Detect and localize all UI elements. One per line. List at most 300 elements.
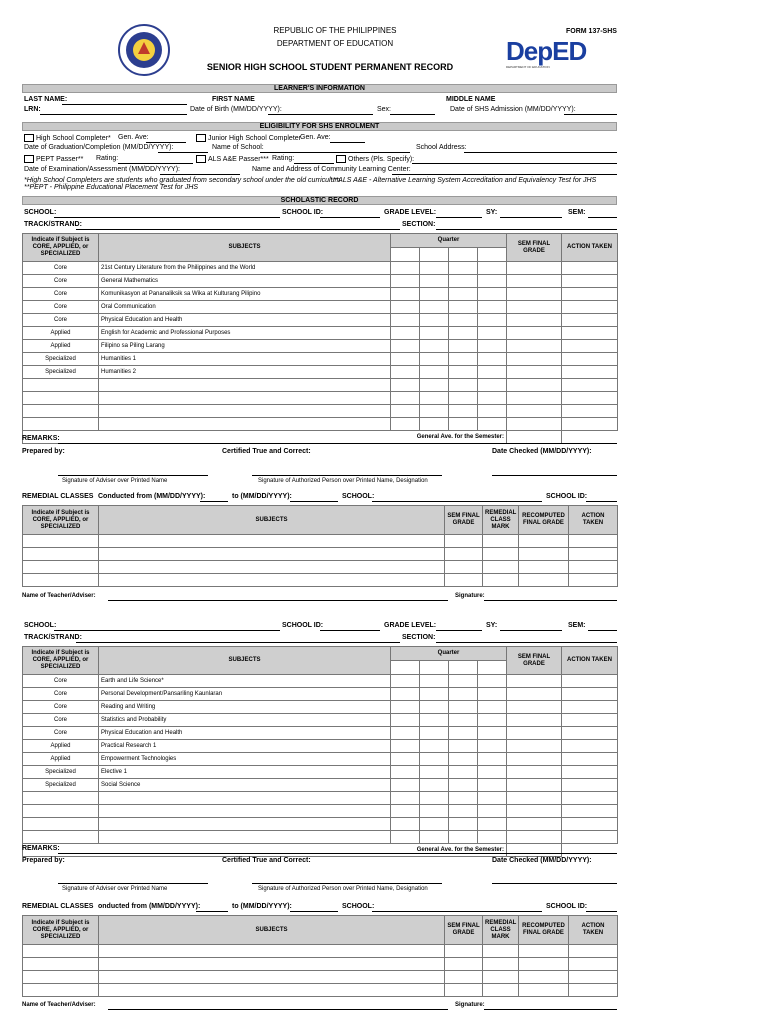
subject-type-cell xyxy=(23,805,99,818)
quarter-grade-cell[interactable] xyxy=(420,753,449,766)
quarter-grade-cell[interactable] xyxy=(391,340,420,353)
table-row xyxy=(23,379,618,392)
authorized-signature-line[interactable] xyxy=(252,883,442,884)
sem-final-cell[interactable] xyxy=(507,818,562,831)
quarter-grade-cell[interactable] xyxy=(391,753,420,766)
quarter-grade-cell[interactable] xyxy=(420,818,449,831)
quarter-grade-cell[interactable] xyxy=(420,379,449,392)
remedial-cell[interactable] xyxy=(519,945,569,958)
remedial-cell[interactable] xyxy=(445,535,483,548)
quarter-grade-cell[interactable] xyxy=(478,831,507,844)
table-row xyxy=(23,779,618,792)
to-label: to (MM/DD/YYYY): xyxy=(232,903,292,910)
remedial-cell[interactable] xyxy=(99,984,445,997)
remedial-cell[interactable] xyxy=(99,958,445,971)
date-checked-line[interactable] xyxy=(492,883,617,884)
quarter-grade-cell[interactable] xyxy=(420,792,449,805)
remedial-cell[interactable] xyxy=(483,971,519,984)
subject-name-cell: Statistics and Probability xyxy=(99,714,391,727)
gen-ave-field-1[interactable] xyxy=(146,142,186,143)
school-id-label: SCHOOL ID: xyxy=(282,622,324,629)
sex-field[interactable] xyxy=(390,114,435,115)
subject-name-cell xyxy=(99,831,391,844)
remedial-cell[interactable] xyxy=(23,958,99,971)
remedial-cell[interactable] xyxy=(483,984,519,997)
sem-final-cell[interactable] xyxy=(507,405,562,418)
quarter-grade-cell[interactable] xyxy=(478,392,507,405)
gen-ave-cell[interactable] xyxy=(507,844,562,857)
remedial-cell[interactable] xyxy=(99,945,445,958)
dob-field[interactable] xyxy=(268,114,373,115)
lrn-field[interactable] xyxy=(40,114,187,115)
school-id-field[interactable] xyxy=(320,630,380,631)
grad-date-field[interactable] xyxy=(158,152,208,153)
action-cell[interactable] xyxy=(562,727,618,740)
quarter-grade-cell[interactable] xyxy=(478,301,507,314)
quarter-grade-cell[interactable] xyxy=(420,366,449,379)
conducted-to-field[interactable] xyxy=(290,501,338,502)
quarter-grade-cell[interactable] xyxy=(391,792,420,805)
action-cell[interactable] xyxy=(562,405,618,418)
quarter-grade-cell[interactable] xyxy=(391,275,420,288)
quarter-grade-cell[interactable] xyxy=(420,275,449,288)
subject-name-cell: Physical Education and Health xyxy=(99,314,391,327)
remarks-field[interactable] xyxy=(58,443,617,444)
quarter-grade-cell[interactable] xyxy=(420,740,449,753)
quarter-grade-cell[interactable] xyxy=(391,314,420,327)
quarter-grade-cell[interactable] xyxy=(420,714,449,727)
remedial-cell[interactable] xyxy=(23,548,99,561)
remedial-cell[interactable] xyxy=(569,958,618,971)
action-cell[interactable] xyxy=(562,688,618,701)
remedial-cell[interactable] xyxy=(23,971,99,984)
quarter-grade-cell[interactable] xyxy=(391,353,420,366)
sem-final-cell[interactable] xyxy=(507,314,562,327)
quarter-grade-cell[interactable] xyxy=(478,288,507,301)
remedial-cell[interactable] xyxy=(519,561,569,574)
sem-final-cell[interactable] xyxy=(507,340,562,353)
action-cell[interactable] xyxy=(562,418,618,431)
quarter-grade-cell[interactable] xyxy=(449,301,478,314)
remedial-cell[interactable] xyxy=(519,971,569,984)
sem-final-cell[interactable] xyxy=(507,392,562,405)
action-cell[interactable] xyxy=(562,805,618,818)
action-cell[interactable] xyxy=(562,301,618,314)
als-checkbox[interactable]: ALS A&E Passer*** xyxy=(196,155,269,163)
quarter-grade-cell[interactable] xyxy=(420,766,449,779)
quarter-grade-cell[interactable] xyxy=(420,805,449,818)
remedial-cell[interactable] xyxy=(483,535,519,548)
action-cell[interactable] xyxy=(562,753,618,766)
action-cell[interactable] xyxy=(562,675,618,688)
quarter-grade-cell[interactable] xyxy=(449,288,478,301)
quarter-grade-cell[interactable] xyxy=(478,753,507,766)
quarter-grade-cell[interactable] xyxy=(478,275,507,288)
action-cell[interactable] xyxy=(562,288,618,301)
sem-final-cell[interactable] xyxy=(507,675,562,688)
remedial-cell[interactable] xyxy=(519,958,569,971)
remedial-cell[interactable] xyxy=(23,984,99,997)
remedial-cell[interactable] xyxy=(569,984,618,997)
quarter-grade-cell[interactable] xyxy=(449,262,478,275)
action-cell[interactable] xyxy=(562,262,618,275)
gen-ave-cell[interactable] xyxy=(507,431,562,444)
remedial-cell[interactable] xyxy=(99,535,445,548)
quarter-grade-cell[interactable] xyxy=(478,727,507,740)
learner-info-bar: LEARNER'S INFORMATION xyxy=(22,84,617,93)
quarter-grade-cell[interactable] xyxy=(449,405,478,418)
subject-type-cell: Applied xyxy=(23,340,99,353)
signature-field[interactable] xyxy=(484,600,617,601)
quarter-grade-cell[interactable] xyxy=(478,792,507,805)
quarter-grade-cell[interactable] xyxy=(449,831,478,844)
quarter-grade-cell[interactable] xyxy=(449,818,478,831)
action-cell[interactable] xyxy=(562,314,618,327)
quarter-grade-cell[interactable] xyxy=(391,688,420,701)
quarter-grade-cell[interactable] xyxy=(449,675,478,688)
action-cell[interactable] xyxy=(562,327,618,340)
rating-field-1[interactable] xyxy=(118,163,193,164)
section-field[interactable] xyxy=(436,229,617,230)
remedial-cell[interactable] xyxy=(519,574,569,587)
school-address-field[interactable] xyxy=(464,152,617,153)
quarter-grade-cell[interactable] xyxy=(391,805,420,818)
scholastic-record-bar: SCHOLASTIC RECORD xyxy=(22,196,617,205)
quarter-grade-cell[interactable] xyxy=(391,675,420,688)
form-code: FORM 137-SHS xyxy=(566,28,617,35)
quarter-grade-cell[interactable] xyxy=(478,418,507,431)
sem-final-header: SEM FINAL GRADE xyxy=(507,234,562,262)
subject-type-cell: Core xyxy=(23,288,99,301)
sem-final-cell[interactable] xyxy=(507,353,562,366)
sem-final-cell[interactable] xyxy=(507,275,562,288)
quarter-grade-cell[interactable] xyxy=(449,418,478,431)
remedial-cell[interactable] xyxy=(569,574,618,587)
remedial-cell[interactable] xyxy=(519,548,569,561)
quarter-grade-cell[interactable] xyxy=(449,805,478,818)
subject-name-cell xyxy=(99,379,391,392)
quarter-grade-cell[interactable] xyxy=(391,405,420,418)
quarter-grade-cell[interactable] xyxy=(478,779,507,792)
quarter-grade-cell[interactable] xyxy=(420,779,449,792)
quarter-grade-cell[interactable] xyxy=(391,288,420,301)
action-cell[interactable] xyxy=(562,818,618,831)
quarter-grade-cell[interactable] xyxy=(391,779,420,792)
sem-final-cell[interactable] xyxy=(507,740,562,753)
teacher-field[interactable] xyxy=(108,1009,448,1010)
quarter-grade-cell[interactable] xyxy=(391,262,420,275)
table-row xyxy=(23,275,618,288)
sem-final-cell[interactable] xyxy=(507,262,562,275)
table-row xyxy=(23,831,618,844)
action-cell[interactable] xyxy=(562,766,618,779)
sem-final-cell[interactable] xyxy=(507,288,562,301)
quarter-grade-cell[interactable] xyxy=(391,727,420,740)
quarter-grade-cell[interactable] xyxy=(420,314,449,327)
quarter-grade-cell[interactable] xyxy=(420,405,449,418)
adviser-signature-line[interactable] xyxy=(58,883,208,884)
quarter-grade-cell[interactable] xyxy=(391,831,420,844)
quarter-grade-cell[interactable] xyxy=(449,792,478,805)
quarter-grade-cell[interactable] xyxy=(420,831,449,844)
quarter-grade-cell[interactable] xyxy=(391,327,420,340)
remedial-cell[interactable] xyxy=(569,561,618,574)
remedial-label: REMEDIAL CLASSES xyxy=(22,903,94,910)
quarter-grade-cell[interactable] xyxy=(449,766,478,779)
sem-final-cell[interactable] xyxy=(507,792,562,805)
quarter-grade-cell[interactable] xyxy=(420,727,449,740)
track-field[interactable] xyxy=(76,642,400,643)
sem-final-cell[interactable] xyxy=(507,379,562,392)
quarter-grade-cell[interactable] xyxy=(449,275,478,288)
quarter-grade-cell[interactable] xyxy=(478,327,507,340)
authorized-signature-line[interactable] xyxy=(252,475,442,476)
action-cell[interactable] xyxy=(562,392,618,405)
track-field[interactable] xyxy=(76,229,400,230)
quarter-grade-cell[interactable] xyxy=(478,714,507,727)
remedial-cell[interactable] xyxy=(445,945,483,958)
quarter-grade-cell[interactable] xyxy=(449,314,478,327)
last-name-field[interactable] xyxy=(62,104,187,105)
sem-final-cell[interactable] xyxy=(507,418,562,431)
subject-name-cell: Humanities 2 xyxy=(99,366,391,379)
quarter-grade-cell[interactable] xyxy=(391,740,420,753)
remedial-cell[interactable] xyxy=(445,971,483,984)
sy-field[interactable] xyxy=(500,630,562,631)
quarter-grade-cell[interactable] xyxy=(420,418,449,431)
remedial-cell[interactable] xyxy=(569,548,618,561)
sem-field[interactable] xyxy=(588,217,617,218)
remedial-cell[interactable] xyxy=(483,561,519,574)
remedial-cell[interactable] xyxy=(483,945,519,958)
remedial-row xyxy=(23,561,618,574)
grade-level-field[interactable] xyxy=(436,630,482,631)
quarter-grade-cell[interactable] xyxy=(391,818,420,831)
table-row xyxy=(23,353,618,366)
rating-field-2[interactable] xyxy=(294,163,334,164)
quarter-grade-cell[interactable] xyxy=(420,688,449,701)
remedial-label: REMEDIAL CLASSES xyxy=(22,493,94,500)
adviser-signature-caption: Signature of Adviser over Printed Name xyxy=(62,478,168,484)
remedial-action-header: ACTION TAKEN xyxy=(569,916,618,945)
quarter-grade-cell[interactable] xyxy=(449,714,478,727)
sem-final-cell[interactable] xyxy=(507,727,562,740)
quarter-grade-cell[interactable] xyxy=(449,327,478,340)
action-cell[interactable] xyxy=(562,353,618,366)
quarter-grade-cell[interactable] xyxy=(420,288,449,301)
admission-field[interactable] xyxy=(564,114,617,115)
pept-checkbox[interactable]: PEPT Passer** xyxy=(24,155,83,163)
quarter-grade-cell[interactable] xyxy=(478,766,507,779)
quarter-grade-cell[interactable] xyxy=(478,353,507,366)
quarter-grade-cell[interactable] xyxy=(420,392,449,405)
quarter-grade-cell[interactable] xyxy=(420,327,449,340)
action-cell[interactable] xyxy=(562,701,618,714)
quarter-grade-cell[interactable] xyxy=(478,314,507,327)
remedial-cell[interactable] xyxy=(483,574,519,587)
quarter-grade-cell[interactable] xyxy=(449,701,478,714)
action-cell[interactable] xyxy=(562,366,618,379)
remedial-cell[interactable] xyxy=(99,574,445,587)
others-field[interactable] xyxy=(412,163,617,164)
school-id-field[interactable] xyxy=(320,217,380,218)
signature-field[interactable] xyxy=(484,1009,617,1010)
remedial-cell[interactable] xyxy=(569,535,618,548)
remedial-cell[interactable] xyxy=(569,945,618,958)
remarks-field[interactable] xyxy=(58,853,617,854)
jhs-completer-checkbox[interactable]: Junior High School Completer xyxy=(196,134,301,142)
checkbox-icon[interactable] xyxy=(24,134,34,142)
sem-final-cell[interactable] xyxy=(507,688,562,701)
sem-final-cell[interactable] xyxy=(507,753,562,766)
remedial-cell[interactable] xyxy=(519,535,569,548)
quarter-grade-cell[interactable] xyxy=(478,675,507,688)
school-name-field[interactable] xyxy=(260,152,410,153)
school-field[interactable] xyxy=(54,630,280,631)
quarter-grade-cell[interactable] xyxy=(391,392,420,405)
school-name-label: Name of School: xyxy=(212,144,264,151)
exam-date-field[interactable] xyxy=(160,174,240,175)
quarter-grade-cell[interactable] xyxy=(478,740,507,753)
quarter-grade-cell[interactable] xyxy=(478,340,507,353)
quarter-grade-cell[interactable] xyxy=(478,379,507,392)
sem2-grades-table xyxy=(22,646,618,857)
quarter-grade-cell[interactable] xyxy=(478,805,507,818)
sem-final-cell[interactable] xyxy=(507,701,562,714)
quarter-grade-cell[interactable] xyxy=(449,688,478,701)
conducted-label: onducted from (MM/DD/YYYY): xyxy=(98,903,201,910)
quarter-grade-cell[interactable] xyxy=(478,818,507,831)
action-cell[interactable] xyxy=(562,275,618,288)
quarter-grade-cell[interactable] xyxy=(449,740,478,753)
school-field[interactable] xyxy=(54,217,280,218)
quarter-grade-cell[interactable] xyxy=(391,379,420,392)
grade-level-field[interactable] xyxy=(436,217,482,218)
quarter-grade-cell[interactable] xyxy=(391,701,420,714)
remedial-school-id-field[interactable] xyxy=(586,501,617,502)
remedial-cell[interactable] xyxy=(519,984,569,997)
teacher-field[interactable] xyxy=(108,600,448,601)
quarter-grade-cell[interactable] xyxy=(391,714,420,727)
quarter-grade-cell[interactable] xyxy=(420,353,449,366)
remedial-cell[interactable] xyxy=(23,535,99,548)
quarter-grade-cell[interactable] xyxy=(420,675,449,688)
sem-final-cell[interactable] xyxy=(507,366,562,379)
hs-completer-checkbox[interactable]: High School Completer* xyxy=(24,134,111,142)
quarter-grade-cell[interactable] xyxy=(449,392,478,405)
action-cell[interactable] xyxy=(562,740,618,753)
quarter-grade-cell[interactable] xyxy=(391,766,420,779)
adviser-signature-line[interactable] xyxy=(58,475,208,476)
quarter-grade-cell[interactable] xyxy=(449,779,478,792)
checkbox-icon[interactable] xyxy=(24,155,34,163)
remedial-cell[interactable] xyxy=(445,561,483,574)
quarter-grade-cell[interactable] xyxy=(449,727,478,740)
sy-field[interactable] xyxy=(500,217,562,218)
remedial-cell[interactable] xyxy=(99,971,445,984)
clc-field[interactable] xyxy=(392,174,617,175)
subject-type-cell: Applied xyxy=(23,753,99,766)
quarter-grade-cell[interactable] xyxy=(391,301,420,314)
action-cell[interactable] xyxy=(562,792,618,805)
remedial-cell[interactable] xyxy=(23,574,99,587)
remedial-school-field[interactable] xyxy=(372,911,542,912)
others-checkbox[interactable]: Others (Pls. Specify): xyxy=(336,155,414,163)
remedial-cell[interactable] xyxy=(23,945,99,958)
quarter-header: Quarter xyxy=(391,647,507,661)
remedial-cell[interactable] xyxy=(99,548,445,561)
sem-final-cell[interactable] xyxy=(507,779,562,792)
subject-name-cell xyxy=(99,818,391,831)
gen-ave-label: General Ave. for the Semester: xyxy=(23,844,507,857)
checkbox-icon[interactable] xyxy=(196,134,206,142)
action-cell[interactable] xyxy=(562,831,618,844)
checkbox-icon[interactable] xyxy=(336,155,346,163)
quarter-grade-cell[interactable] xyxy=(391,366,420,379)
action-cell[interactable] xyxy=(562,779,618,792)
remedial-cell[interactable] xyxy=(445,958,483,971)
quarter-grade-cell[interactable] xyxy=(420,262,449,275)
checkbox-icon[interactable] xyxy=(196,155,206,163)
quarter-grade-cell[interactable] xyxy=(420,701,449,714)
section-field[interactable] xyxy=(436,642,617,643)
quarter-grade-cell[interactable] xyxy=(478,262,507,275)
quarter-grade-cell[interactable] xyxy=(478,688,507,701)
gen-ave-field-2[interactable] xyxy=(330,142,365,143)
conducted-from-field[interactable] xyxy=(200,501,228,502)
remedial-cell[interactable] xyxy=(23,561,99,574)
quarter-grade-cell[interactable] xyxy=(420,301,449,314)
quarter-grade-cell[interactable] xyxy=(449,340,478,353)
remedial-cell[interactable] xyxy=(445,574,483,587)
remedial-cell[interactable] xyxy=(99,561,445,574)
sem-final-cell[interactable] xyxy=(507,805,562,818)
sem-field[interactable] xyxy=(588,630,617,631)
remedial-cell[interactable] xyxy=(445,984,483,997)
remedial-cell[interactable] xyxy=(445,548,483,561)
date-checked-line[interactable] xyxy=(492,475,617,476)
remedial-cell[interactable] xyxy=(483,548,519,561)
sem-final-cell[interactable] xyxy=(507,301,562,314)
action-cell[interactable] xyxy=(562,340,618,353)
conducted-to-field[interactable] xyxy=(290,911,338,912)
sem-final-cell[interactable] xyxy=(507,766,562,779)
department-text: DEPARTMENT OF EDUCATION xyxy=(276,39,394,48)
quarter-grade-cell[interactable] xyxy=(478,405,507,418)
quarter-grade-cell[interactable] xyxy=(449,753,478,766)
remedial-school-field[interactable] xyxy=(372,501,542,502)
quarter-grade-cell[interactable] xyxy=(449,366,478,379)
remedial-school-id-field[interactable] xyxy=(586,911,617,912)
conducted-from-field[interactable] xyxy=(196,911,228,912)
quarter-grade-cell[interactable] xyxy=(478,366,507,379)
sem-final-cell[interactable] xyxy=(507,831,562,844)
quarter-grade-cell[interactable] xyxy=(449,353,478,366)
quarter-grade-cell[interactable] xyxy=(478,701,507,714)
remedial-cell[interactable] xyxy=(483,958,519,971)
action-cell[interactable] xyxy=(562,714,618,727)
sem-final-cell[interactable] xyxy=(507,714,562,727)
quarter-grade-cell[interactable] xyxy=(420,340,449,353)
quarter-grade-cell[interactable] xyxy=(449,379,478,392)
sem-final-cell[interactable] xyxy=(507,327,562,340)
subject-name-cell: Personal Development/Pansariling Kaunlaran xyxy=(99,688,391,701)
subject-type-cell: Specialized xyxy=(23,766,99,779)
quarter-grade-cell[interactable] xyxy=(391,418,420,431)
footnote-1: *High School Completers are students who graduated from secondary school under the old curriculum xyxy=(24,177,341,184)
action-cell[interactable] xyxy=(562,379,618,392)
remedial-cell[interactable] xyxy=(569,971,618,984)
